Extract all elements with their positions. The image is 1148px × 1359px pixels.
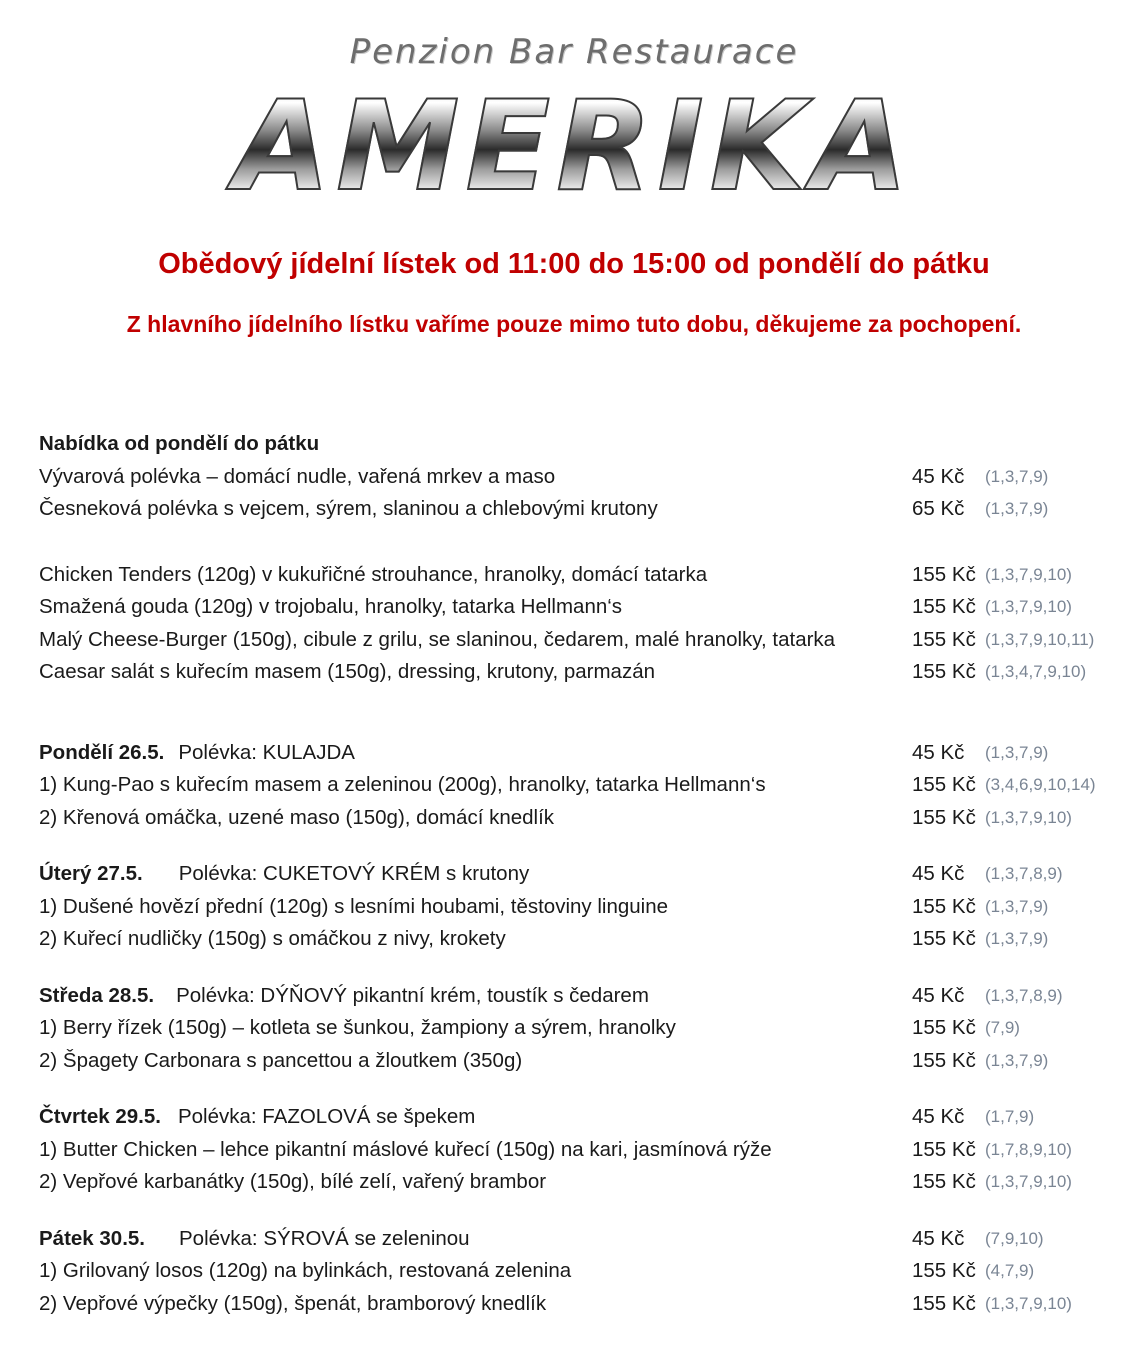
- item-name: Caesar salát s kuřecím masem (150g), dressing, krutony, parmazán: [39, 660, 656, 683]
- item-allergens: (1,7,8,9,10): [985, 1139, 1072, 1159]
- item-name: Česneková polévka s vejcem, sýrem, slaninou a chlebovými krutony: [39, 497, 658, 520]
- item-allergens: (1,3,7,8,9): [985, 864, 1063, 883]
- item-price: 155 Kč: [912, 805, 976, 829]
- logo-name: AMERIKA: [0, 78, 1148, 216]
- item-price: 155 Kč: [912, 660, 976, 683]
- item-name: 2) Vepřové výpečky (150g), špenát, bramborový knedlík: [39, 1291, 547, 1315]
- day-soup-row: [39, 1101, 1139, 1134]
- item-name: 2) Vepřové karbanátky (150g), bílé zelí, vařený brambor: [39, 1170, 547, 1193]
- item-price: 155 Kč: [912, 773, 976, 796]
- item-allergens: (1,3,7,9): [985, 1050, 1049, 1070]
- item-allergens: (1,3,7,9): [985, 499, 1049, 518]
- item-name: Malý Cheese-Burger (150g), cibule z grilu, se slaninou, čedarem, malé hranolky, tatarka: [39, 627, 836, 651]
- menu-item: [39, 461, 1139, 494]
- item-price: 45 Kč: [912, 1105, 965, 1128]
- day-label: Středa 28.5.: [39, 983, 155, 1007]
- day-soup: Polévka: KULAJDA: [178, 740, 355, 764]
- item-name: Vývarová polévka – domácí nudle, vařená mrkev a maso: [39, 464, 556, 488]
- item-allergens: (1,3,7,9): [985, 929, 1049, 948]
- menu-headline: Obědový jídelní lístek od 11:00 do 15:00 od pondělí do pátku: [158, 248, 990, 280]
- item-price: 45 Kč: [912, 1226, 965, 1250]
- day-label: Pátek 30.5.: [39, 1226, 145, 1250]
- item-name: 1) Berry řízek (150g) – kotleta se šunkou, žampiony a sýrem, hranolky: [39, 1016, 676, 1039]
- day-soup-row: [39, 737, 1139, 770]
- item-name: 2) Kuřecí nudličky (150g) s omáčkou z nivy, krokety: [39, 927, 506, 950]
- item-allergens: (1,3,7,9,10): [985, 1293, 1072, 1313]
- menu-item: [39, 1255, 1139, 1288]
- item-name: 2) Špagety Carbonara s pancettou a žloutkem (350g): [39, 1048, 523, 1072]
- item-name: Smažená gouda (120g) v trojobalu, hranolky, tatarka Hellmann‘s: [39, 595, 623, 618]
- menu-item: [39, 1134, 1139, 1167]
- restaurant-logo: [0, 28, 1148, 219]
- lunch-menu: [39, 428, 1139, 1320]
- menu-item: [39, 923, 1139, 956]
- day-soup: Polévka: CUKETOVÝ KRÉM s krutony: [178, 862, 530, 885]
- item-price: 45 Kč: [912, 983, 965, 1007]
- item-price: 155 Kč: [912, 1291, 976, 1315]
- weekly-section-title: Nabídka od pondělí do pátku: [39, 432, 320, 455]
- day-soup: Polévka: SÝROVÁ se zeleninou: [179, 1226, 470, 1250]
- menu-item: [39, 559, 1139, 592]
- item-price: 155 Kč: [912, 562, 976, 586]
- item-allergens: (1,3,4,7,9,10): [985, 662, 1087, 681]
- item-name: 1) Kung-Pao s kuřecím masem a zeleninou (200g), hranolky, tatarka Hellmann‘s: [39, 773, 766, 796]
- logo-subtitle: Penzion Bar Restaurace: [349, 32, 799, 72]
- menu-item: [39, 891, 1139, 924]
- item-allergens: (1,3,7,9,10): [985, 597, 1072, 616]
- menu-item: [39, 656, 1139, 689]
- item-price: 155 Kč: [912, 1170, 976, 1193]
- item-allergens: (1,3,7,9): [985, 466, 1049, 486]
- item-price: 45 Kč: [912, 740, 965, 764]
- item-allergens: (1,7,9): [985, 1107, 1035, 1126]
- menu-item: [39, 493, 1139, 526]
- item-price: 65 Kč: [912, 497, 965, 520]
- item-allergens: (1,3,7,9,10): [985, 564, 1072, 584]
- menu-item: [39, 1012, 1139, 1045]
- day-soup: Polévka: FAZOLOVÁ se špekem: [177, 1105, 476, 1128]
- item-allergens: (7,9,10): [985, 1228, 1044, 1248]
- menu-item: [39, 624, 1139, 657]
- item-allergens: (1,3,7,9,10): [985, 807, 1072, 827]
- menu-subheadline: Z hlavního jídelního lístku vaříme pouze mimo tuto dobu, děkujeme za pochopení.: [126, 311, 1022, 337]
- item-price: 155 Kč: [912, 595, 976, 618]
- item-price: 155 Kč: [912, 1016, 976, 1039]
- item-allergens: (1,3,7,9,10): [985, 1172, 1072, 1191]
- menu-item: [39, 802, 1139, 835]
- item-name: 1) Butter Chicken – lehce pikantní máslové kuřecí (150g) na kari, jasmínová rýže: [39, 1137, 772, 1161]
- item-price: 155 Kč: [912, 1048, 976, 1072]
- day-soup-row: [39, 858, 1139, 891]
- item-allergens: (1,3,7,9): [985, 742, 1049, 762]
- item-allergens: (1,3,7,8,9): [985, 985, 1063, 1005]
- item-name: 2) Křenová omáčka, uzené maso (150g), domácí knedlík: [39, 805, 555, 829]
- item-price: 45 Kč: [912, 862, 965, 885]
- item-price: 155 Kč: [912, 1137, 976, 1161]
- item-allergens: (1,3,7,9,10,11): [985, 629, 1095, 649]
- day-label: Čtvrtek 29.5.: [39, 1105, 161, 1128]
- menu-item: [39, 1166, 1139, 1199]
- item-allergens: (3,4,6,9,10,14): [985, 775, 1096, 794]
- menu-item: [39, 769, 1139, 802]
- item-allergens: (7,9): [985, 1018, 1020, 1037]
- day-soup: Polévka: DÝŇOVÝ pikantní krém, toustík s čedarem: [176, 983, 649, 1007]
- item-name: 1) Dušené hovězí přední (120g) s lesními houbami, těstoviny linguine: [39, 894, 669, 918]
- day-label: Pondělí 26.5.: [39, 740, 165, 764]
- day-soup-row: [39, 1223, 1139, 1256]
- menu-item: [39, 1045, 1139, 1078]
- item-name: Chicken Tenders (120g) v kukuřičné strouhance, hranolky, domácí tatarka: [39, 562, 708, 586]
- item-name: 1) Grilovaný losos (120g) na bylinkách, restovaná zelenina: [39, 1259, 572, 1282]
- day-label: Úterý 27.5.: [39, 862, 143, 885]
- item-price: 155 Kč: [912, 894, 976, 918]
- item-price: 155 Kč: [912, 927, 976, 950]
- item-price: 155 Kč: [912, 1259, 976, 1282]
- menu-item: [39, 591, 1139, 624]
- menu-item: [39, 1288, 1139, 1321]
- item-allergens: (4,7,9): [985, 1261, 1035, 1280]
- day-soup-row: [39, 980, 1139, 1013]
- item-price: 155 Kč: [912, 627, 976, 651]
- item-price: 45 Kč: [912, 464, 965, 488]
- item-allergens: (1,3,7,9): [985, 896, 1049, 916]
